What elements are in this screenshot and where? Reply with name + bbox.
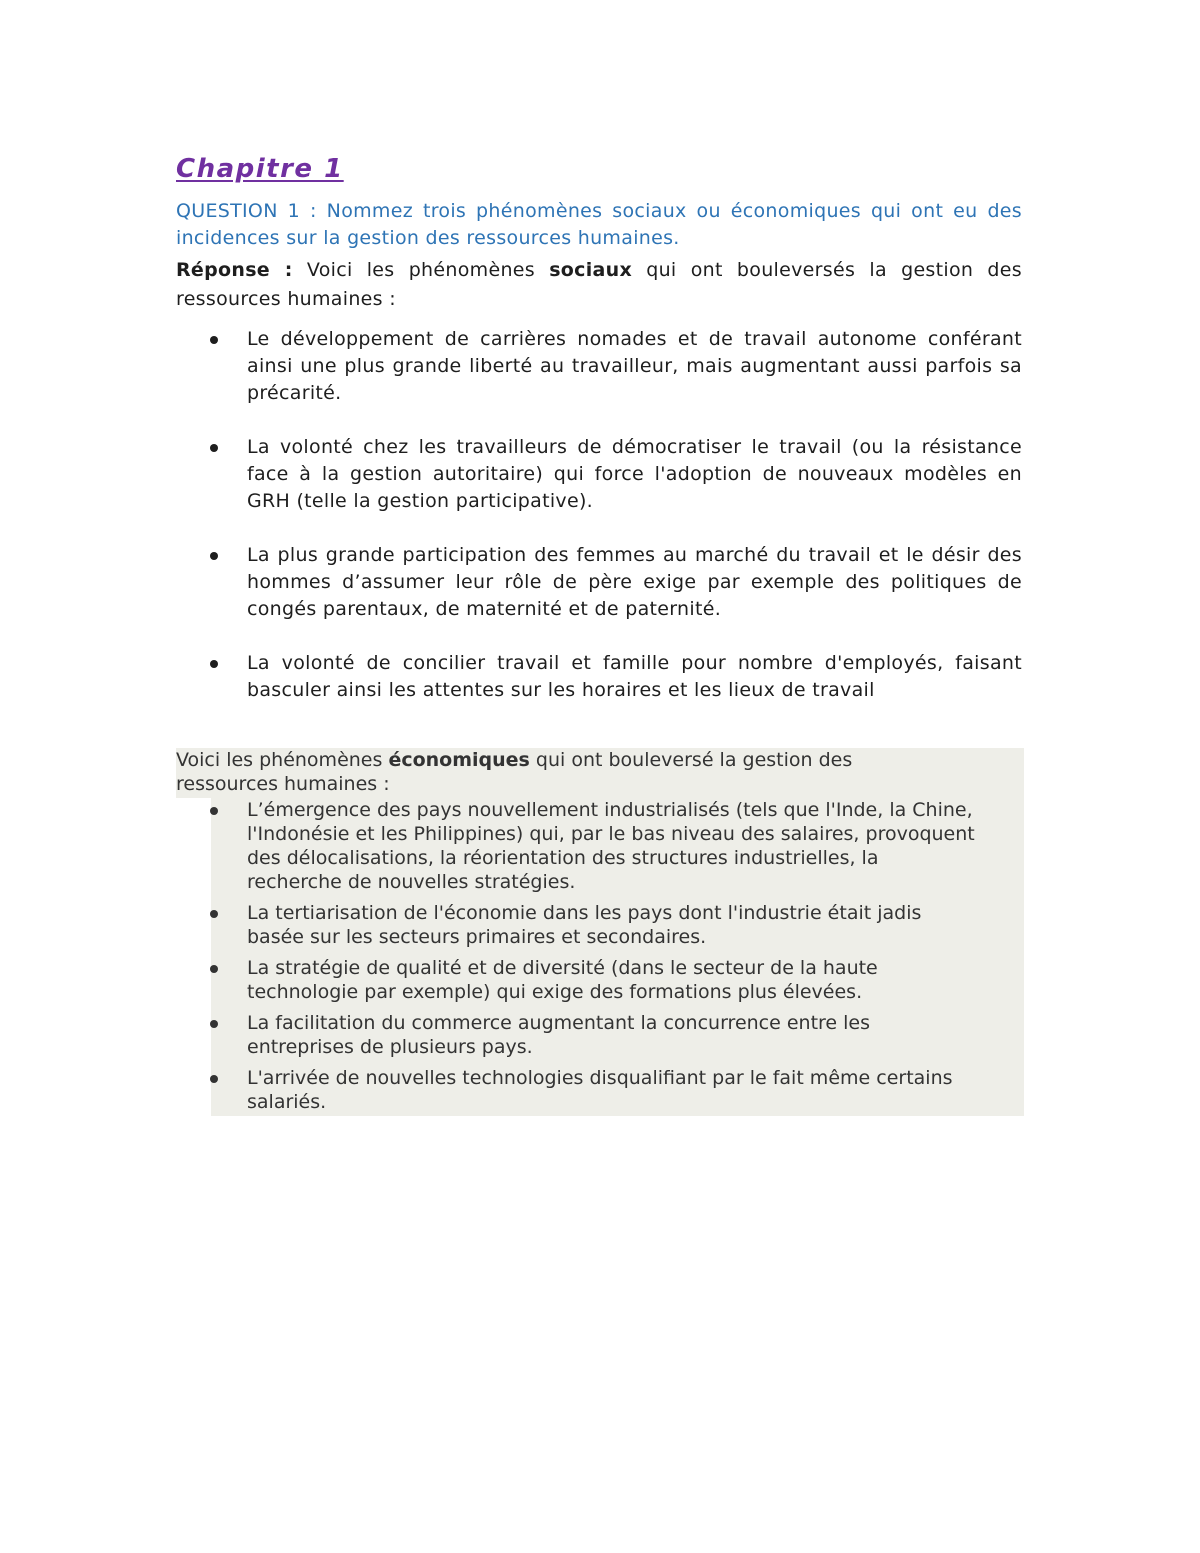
list-item [176, 542, 1022, 623]
list-item-text: La plus grande participation des femmes au marché du travail et le désir des hommes d’assumer leur rôle de père exige par exemple des politiques de congés parentaux, de maternité et de paternité. [247, 544, 1022, 620]
answer-intro [176, 256, 1022, 314]
economic-intro-before: Voici les phénomènes [176, 749, 389, 771]
bullet-icon [210, 910, 218, 918]
economic-section [176, 748, 1024, 1116]
economic-intro-after: qui ont bouleversé la gestion des ressources humaines : [176, 749, 853, 795]
bullet-icon [210, 965, 218, 973]
list-item [176, 798, 976, 894]
list-item [176, 650, 1022, 704]
chapter-title: Chapitre 1 [176, 154, 344, 184]
list-item-text: L'arrivée de nouvelles technologies disqualifiant par le fait même certains salariés. [247, 1067, 953, 1113]
list-item-text: La volonté chez les travailleurs de démocratiser le travail (ou la résistance face à la gestion autoritaire) qui force l'adoption de nouveaux modèles en GRH (telle la gestion participative). [247, 436, 1022, 512]
list-item-text: La volonté de concilier travail et famille pour nombre d'employés, faisant basculer ainsi les attentes sur les horaires et les lieux de travail [247, 652, 1022, 701]
economic-phenomena-list [176, 798, 976, 1121]
bullet-icon [210, 807, 218, 815]
list-item [176, 956, 976, 1004]
list-item-text: La tertiarisation de l'économie dans les pays dont l'industrie était jadis basée sur les secteurs primaires et secondaires. [247, 902, 922, 948]
answer-intro-after: qui ont bouleversés la gestion des ressources humaines : [176, 259, 1022, 310]
question-text: QUESTION 1 : Nommez trois phénomènes sociaux ou économiques qui ont eu des incidences sur la gestion des ressources humaines. [176, 200, 1022, 249]
list-item [176, 434, 1022, 515]
social-phenomena-list [176, 326, 1022, 731]
list-item-text: La facilitation du commerce augmentant la concurrence entre les entreprises de plusieurs pays. [247, 1012, 871, 1058]
bullet-icon [210, 660, 218, 668]
economic-intro [176, 748, 936, 796]
answer-label: Réponse : [176, 259, 293, 281]
bullet-icon [210, 552, 218, 560]
list-item [176, 326, 1022, 407]
list-item [176, 901, 976, 949]
bullet-icon [210, 444, 218, 452]
list-item-text: Le développement de carrières nomades et de travail autonome conférant ainsi une plus grande liberté au travailleur, mais augmentant aussi parfois sa précarité. [247, 328, 1022, 404]
list-item [176, 1011, 976, 1059]
bullet-icon [210, 1075, 218, 1083]
list-item-text: L’émergence des pays nouvellement industrialisés (tels que l'Inde, la Chine, l'Indonésie et les Philippines) qui, par le bas niveau des salaires, provoquent des délocalisations, la réorientation des structures industrielles, la recherche de nouvelles stratégies. [247, 799, 975, 893]
list-item-text: La stratégie de qualité et de diversité (dans le secteur de la haute technologie par exemple) qui exige des formations plus élevées. [247, 957, 878, 1003]
economic-intro-bold: économiques [388, 749, 530, 771]
answer-intro-before: Voici les phénomènes [292, 259, 550, 281]
answer-intro-bold: sociaux [549, 259, 633, 281]
list-item [176, 1066, 976, 1114]
bullet-icon [210, 1020, 218, 1028]
bullet-icon [210, 336, 218, 344]
